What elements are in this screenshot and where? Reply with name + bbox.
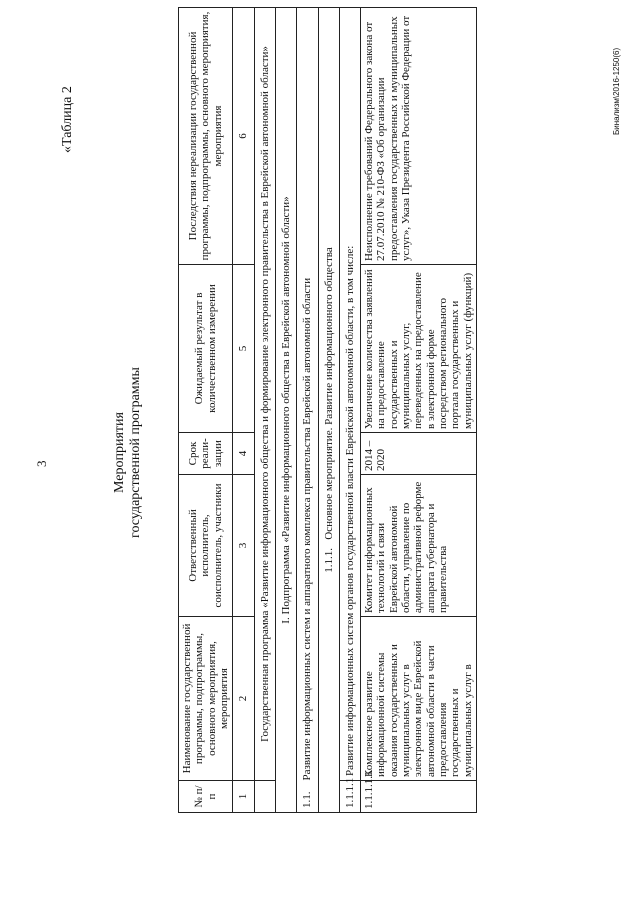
row-executor: Комитет информационных технологий и связи Еврейской автономной области, управление по административной реформе аппарата губернатора и правительства bbox=[361, 475, 477, 617]
page-number: 3 bbox=[34, 460, 49, 467]
header-term: Срок реали-зации bbox=[179, 433, 233, 475]
row-number: 1.1.1.1.1 bbox=[361, 781, 477, 813]
section-title: Развитие информационных систем и аппаратного комплекса правительства Еврейской автономной области bbox=[301, 277, 314, 781]
column-number: 5 bbox=[233, 265, 254, 433]
program-measures-table bbox=[178, 7, 477, 813]
subprogram-title: I. Подпрограмма «Развитие информационного общества в Еврейской автономной области» bbox=[275, 8, 296, 813]
subsection-number: 1.1.1.1 bbox=[339, 781, 360, 813]
main-measure-row bbox=[318, 8, 339, 813]
column-number: 4 bbox=[233, 433, 254, 475]
column-number: 3 bbox=[233, 475, 254, 617]
column-number: 1 bbox=[233, 781, 254, 813]
program-title: Государственная программа «Развитие информационного общества и формирование электронного правительства в Еврейской автономной области» bbox=[254, 8, 275, 781]
table-row bbox=[361, 8, 477, 813]
subsection-title: Развитие информационных систем органов государственной власти Еврейской автономной области, в том числе: bbox=[339, 8, 360, 781]
section-cell bbox=[297, 8, 318, 813]
subsection-row bbox=[339, 8, 360, 813]
document-subtitle: государственной программы bbox=[128, 367, 143, 538]
section-row bbox=[297, 8, 318, 813]
program-row-blank bbox=[254, 781, 275, 813]
row-name: Комплексное развитие информационной системы оказания государственных и муниципальных услуг в электронном виде Еврейской автономной области в части предоставления государственных и муниципальных услуг в bbox=[361, 617, 477, 781]
column-number-row bbox=[233, 8, 254, 813]
column-number: 6 bbox=[233, 8, 254, 265]
header-consequences: Последствия нереализации государственной программы, подпрограммы, основного мероприятия, мероприятия bbox=[179, 8, 233, 265]
table-header-row bbox=[179, 8, 233, 813]
document-title: Мероприятия bbox=[112, 412, 127, 493]
main-measure-cell bbox=[318, 8, 339, 813]
header-result: Ожидаемый результат в количественном измерении bbox=[179, 265, 233, 433]
row-consequences: Неисполнение требований Федерального закона от 27.07.2010 № 210-ФЗ «Об организации предоставления государственных и муниципальных услуг», Указа Президента Российской Федерации от bbox=[361, 8, 477, 265]
column-number: 2 bbox=[233, 617, 254, 781]
header-number: № п/п bbox=[179, 781, 233, 813]
program-row bbox=[254, 8, 275, 813]
table-label: «Таблица 2 bbox=[60, 86, 75, 153]
row-term: 2014 – 2020 bbox=[361, 433, 477, 475]
header-name: Наименование государственной программы, подпрограммы, основного мероприятия, мероприятия bbox=[179, 617, 233, 781]
main-measure-number: 1.1.1. bbox=[322, 547, 335, 573]
row-result: Увеличение количества заявлений на предоставление государственных и муниципальных услуг, переведенных на предоставление в электронной форме посредством регионального портала государственных и муниципальных услуг (функций) bbox=[361, 265, 477, 433]
main-measure-title: Основное мероприятие. Развитие информационного общества bbox=[322, 247, 335, 540]
header-executor: Ответственный исполнитель, соисполнитель, участники bbox=[179, 475, 233, 617]
subprogram-row bbox=[275, 8, 296, 813]
document-code: Бинализм\2016-1250(6) bbox=[612, 47, 621, 135]
section-number: 1.1. bbox=[301, 791, 314, 808]
